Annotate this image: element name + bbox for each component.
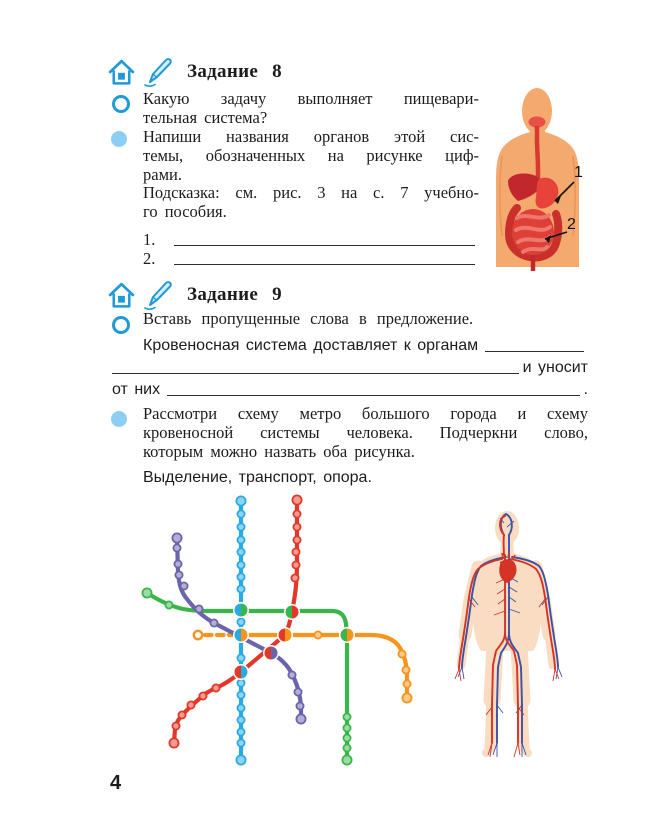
task9-word-options: Выделение, транспорт, опора.: [143, 469, 372, 486]
text-line: Какую задачу выполняет пищевари-: [143, 89, 479, 108]
pen-icon: [142, 56, 174, 88]
task8-answer-row-2: [143, 249, 479, 268]
task9-q2-text: [143, 404, 588, 461]
page-number: 4: [110, 772, 122, 794]
figure-label-1: 1: [574, 164, 583, 181]
task9-q1-bullet: [112, 316, 130, 334]
figure-label-2: 2: [567, 216, 576, 233]
task9-sentence-line-1: [143, 336, 588, 355]
task9-title: Задание 9: [187, 284, 282, 305]
task9-q1-text: [143, 309, 583, 328]
text-line: рами.: [143, 165, 182, 184]
task8-title: Задание 8: [187, 61, 282, 82]
task8-q1-text: [143, 89, 479, 127]
circulatory-figure: [448, 505, 573, 767]
orange-line: [241, 635, 407, 698]
answer-number: 1.: [143, 230, 156, 249]
text-line: которым можно назвать оба рисунка.: [143, 442, 415, 461]
sentence-text: от них: [112, 381, 161, 398]
text-line: Рассмотри схему метро большого города и схему: [143, 404, 588, 423]
task8-q2-bullet: [111, 131, 127, 147]
task8-q1-bullet: [112, 95, 130, 113]
esophagus: [537, 126, 538, 186]
task9-sentence-line-3: [112, 380, 588, 399]
task9-q2-bullet: [111, 411, 127, 427]
metro-stations: [142, 495, 411, 764]
answer-blank-1[interactable]: [174, 244, 475, 246]
text-line: темы, обозначенных на рисунке циф-: [143, 146, 479, 165]
text-line: Напиши названия органов этой сис-: [143, 127, 479, 146]
task8-answer-row-1: [143, 230, 479, 249]
sentence-text: и уносит: [522, 359, 588, 376]
text-line: тельная система?: [143, 108, 268, 127]
task9-sentence-line-2: [112, 358, 588, 377]
sentence-text: Кровеносная система доставляет к органам: [143, 337, 479, 354]
sentence-period: .: [583, 381, 588, 398]
answer-blank-2[interactable]: [174, 263, 475, 265]
mouth: [529, 117, 546, 128]
sentence-blank-1[interactable]: [485, 350, 584, 352]
sentence-blank-3[interactable]: [167, 394, 579, 396]
task8-hint-text: [143, 183, 479, 221]
text-line: Подсказка: см. рис. 3 на с. 7 учебно-: [143, 183, 479, 202]
metro-map: [108, 492, 452, 780]
task8-q2-text: [143, 127, 479, 184]
pen-icon: [142, 279, 174, 311]
home-icon: [108, 281, 135, 309]
task9-header: [108, 279, 282, 311]
text-line: Вставь пропущенные слова в предложение.: [143, 309, 474, 328]
answer-number: 2.: [143, 249, 156, 268]
home-icon: [108, 58, 135, 86]
sentence-blank-2[interactable]: [112, 372, 519, 374]
text-line: кровеносной системы человека. Подчеркни слово,: [143, 423, 588, 442]
task8-header: [108, 56, 282, 88]
station-under-construction: [194, 631, 202, 639]
text-line: го пособия.: [143, 202, 227, 221]
digestive-figure: [487, 84, 642, 276]
